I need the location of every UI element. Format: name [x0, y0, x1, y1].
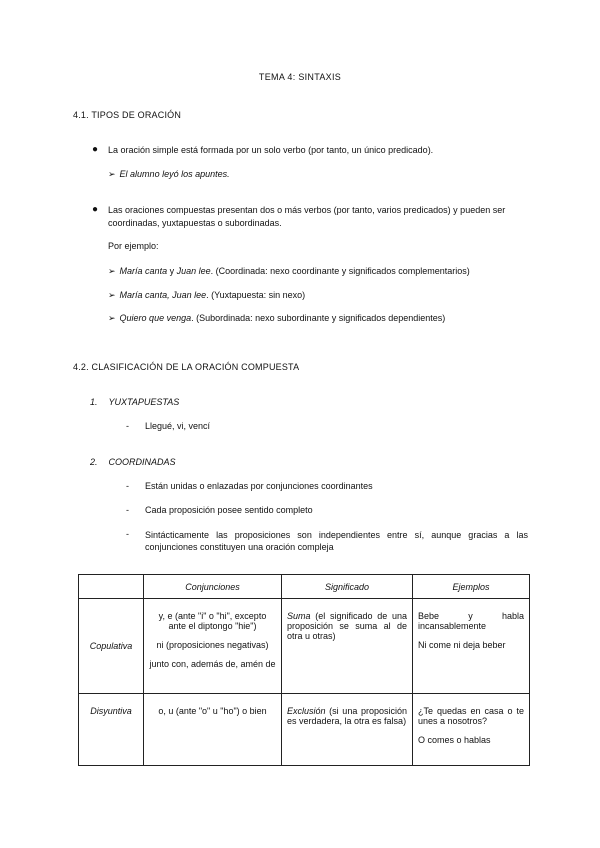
example-coord-italic: María canta [119, 266, 168, 276]
cell-ejemplos [413, 694, 530, 766]
example-simple-text: El alumno leyó los apuntes. [119, 169, 230, 179]
list-number: 2. [90, 457, 98, 467]
ejemplo-item: Bebe y habla incansablemente [418, 611, 524, 631]
list-item-yuxtapuestas [90, 397, 179, 407]
example-coord-mid: y [167, 266, 177, 276]
table-header-conjunciones: Conjunciones [144, 575, 282, 599]
paragraph-compuestas-line1: Las oraciones compuestas presentan dos o más verbos (por tanto, varios predicados) y pueden ser [108, 205, 506, 215]
example-coord-note: . (Coordinada: nexo coordinante y significados complementarios) [210, 266, 470, 276]
sig-italic: Exclusión [287, 706, 326, 716]
conj-item: ni (proposiciones negativas) [156, 640, 269, 650]
por-ejemplo-label: Por ejemplo: [108, 241, 159, 251]
cell-ejemplos [413, 599, 530, 694]
bullet-icon: ● [92, 204, 99, 215]
example-simple [108, 169, 230, 180]
arrow-icon: ➢ [108, 290, 116, 300]
dash-icon: - [126, 481, 129, 491]
conj-item: o, u (ante "o" u "ho") o bien [158, 706, 267, 716]
conj-item: junto con, además de, amén de [149, 659, 276, 669]
paragraph-compuestas-line2: coordinadas, yuxtapuestas o subordinadas. [108, 218, 282, 228]
table-header-ejemplos: Ejemplos [413, 575, 530, 599]
dash-icon: - [126, 505, 129, 515]
example-subordinada [108, 313, 445, 324]
table-header-row [79, 575, 530, 599]
arrow-icon: ➢ [108, 313, 116, 323]
cell-conjunciones [144, 694, 282, 766]
section-heading-clasificacion: 4.2. CLASIFICACIÓN DE LA ORACIÓN COMPUESTA [73, 362, 300, 372]
example-coordinada [108, 266, 470, 277]
cell-significado [282, 694, 413, 766]
ejemplo-item: Ni come ni deja beber [418, 640, 506, 650]
row-type-disyuntiva: Disyuntiva [79, 694, 144, 766]
point-coordinadas-1: Están unidas o enlazadas por conjunciones coordinantes [145, 481, 373, 491]
dash-icon: - [126, 529, 129, 539]
example-yuxtapuesta [108, 290, 305, 301]
example-sub-note: . (Subordinada: nexo subordinante y significados dependientes) [191, 313, 446, 323]
bullet-icon: ● [92, 144, 99, 155]
point-coordinadas-2: Cada proposición posee sentido completo [145, 505, 313, 515]
list-label: COORDINADAS [108, 457, 176, 467]
list-number: 1. [90, 397, 98, 407]
table-row [79, 694, 530, 766]
dash-icon: - [126, 421, 129, 431]
list-item-coordinadas [90, 457, 176, 467]
ejemplo-item: O comes o hablas [418, 735, 491, 745]
cell-conjunciones [144, 599, 282, 694]
example-yux-note: . (Yuxtapuesta: sin nexo) [206, 290, 306, 300]
ejemplo-item: ¿Te quedas en casa o te unes a nosotros? [418, 706, 524, 726]
table-row [79, 599, 530, 694]
arrow-icon: ➢ [108, 266, 116, 276]
point-yuxtapuestas-example: Llegué, vi, vencí [145, 421, 211, 431]
list-label: YUXTAPUESTAS [108, 397, 180, 407]
cell-significado [282, 599, 413, 694]
point-coordinadas-3: Sintácticamente las proposiciones son independientes entre sí, aunque gracias a las conjunciones constituyen una oración compleja [145, 530, 528, 552]
conj-item: y, e (ante "i" o "hi", excepto ante el diptongo "hie") [158, 611, 267, 631]
section-heading-tipos: 4.1. TIPOS DE ORACIÓN [73, 110, 182, 120]
sig-italic: Suma [287, 611, 311, 621]
table-header-empty [79, 575, 144, 599]
conjunciones-table [78, 574, 530, 766]
example-sub-italic: Quiero que venga [119, 313, 192, 323]
row-type-copulativa: Copulativa [79, 599, 144, 694]
page-title: TEMA 4: SINTAXIS [258, 72, 342, 82]
paragraph-oracion-simple: La oración simple está formada por un solo verbo (por tanto, un único predicado). [108, 145, 434, 155]
sig-text: (si una proposición es verdadera, la otra es falsa) [287, 706, 407, 726]
sig-text: (el significado de una proposición se suma al de otra u otras) [287, 611, 407, 641]
example-yux-italic: María canta, Juan lee [119, 290, 207, 300]
arrow-icon: ➢ [108, 169, 116, 179]
example-coord-italic2: Juan lee [176, 266, 211, 276]
table-header-significado: Significado [282, 575, 413, 599]
